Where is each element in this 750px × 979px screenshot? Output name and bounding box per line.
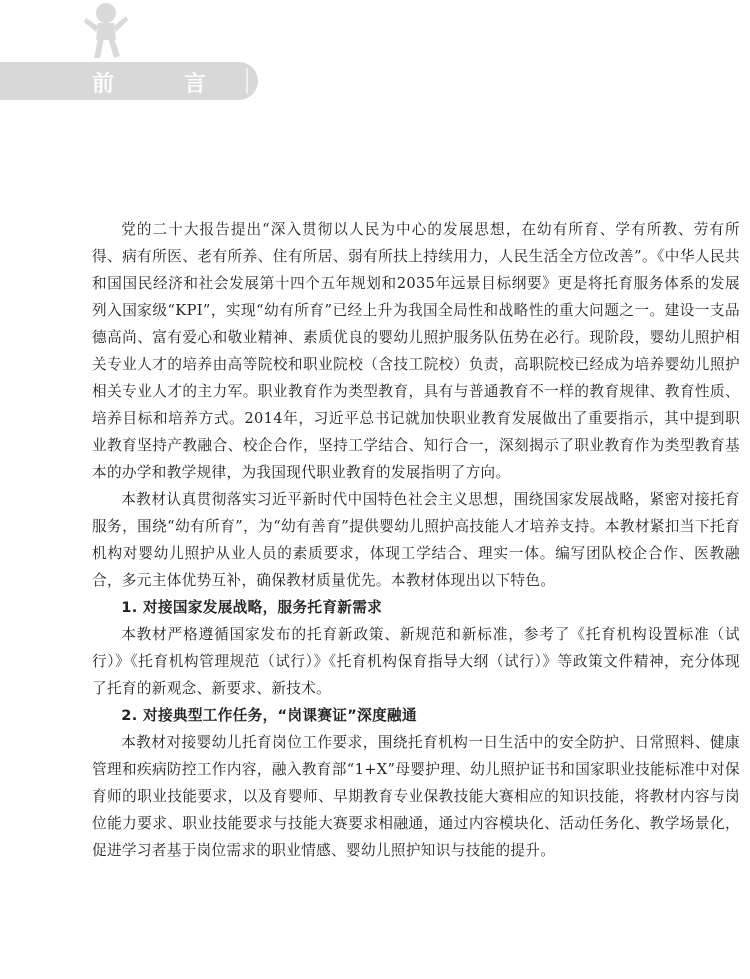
- child-figure-icon: [82, 0, 130, 64]
- preface-body: [92, 216, 740, 864]
- paragraph-3: 本教材严格遵循国家发布的托育新政策、新规范和新标准，参考了《托育机构设置标准（试行）》《托育机构管理规范（试行）》《托育机构保育指导大纲（试行）》等政策文件精神，充分体现了托育的新观念、新要求、新技术。: [92, 626, 740, 697]
- paragraph-1: 党的二十大报告提出“深入贯彻以人民为中心的发展思想，在幼有所育、学有所教、劳有所得、病有所医、老有所养、住有所居、弱有所扶上持续用力，人民生活全方位改善”。《中华人民共和国国民经济和社会发展第十四个五年规划和2035年远景目标纲要》更是将托育服务体系的发展列入国家级“KPI”，实现“幼有所育”已经上升为我国全局性和战略性的重大问题之一。建设一支品德高尚、富有爱心和敬业精神、素质优良的婴幼儿照护服务队伍势在必行。现阶段，婴幼儿照护相关专业人才的培养由高等院校和职业院校（含技工院校）负责，高职院校已经成为培养婴幼儿照护相关专业人才的主力军。职业教育作为类型教育，具有与普通教育不一样的教育规律、教育性质、培养目标和培养方式。2014年，习近平总书记就加快职业教育发展做出了重要指示，其中提到职业教育坚持产教融合、校企合作，坚持工学结合、知行合一，深刻揭示了职业教育作为类型教育基本的办学和教学规律，为我国现代职业教育的发展指明了方向。: [92, 221, 740, 481]
- paragraph-4: 本教材对接婴幼儿托育岗位工作要求，围绕托育机构一日生活中的安全防护、日常照料、健康管理和疾病防控工作内容，融入教育部“1+X”母婴护理、幼儿照护证书和国家职业技能标准中对保育师的职业技能要求，以及育婴师、早期教育专业保教技能大赛相应的知识技能，将教材内容与岗位能力要求、职业技能要求与技能大赛要求相融通，通过内容模块化、活动任务化、教学场景化，促进学习者基于岗位需求的职业情感、婴幼儿照护知识与技能的提升。: [92, 734, 740, 859]
- page-title: 前 言: [92, 72, 231, 97]
- section-heading-2: 2. 对接典型工作任务，“岗课赛证”深度融通: [121, 707, 417, 724]
- paragraph-2: 本教材认真贯彻落实习近平新时代中国特色社会主义思想，围绕国家发展战略，紧密对接托育服务，围绕“幼有所育”，为“幼有善育”提供婴幼儿照护高技能人才培养支持。本教材紧扣当下托育机构对婴幼儿照护从业人员的素质要求，体现工学结合、理实一体。编写团队校企合作、医教融合，多元主体优势互补，确保教材质量优先。本教材体现出以下特色。: [92, 491, 740, 589]
- section-heading-1: 1. 对接国家发展战略，服务托育新需求: [121, 599, 383, 616]
